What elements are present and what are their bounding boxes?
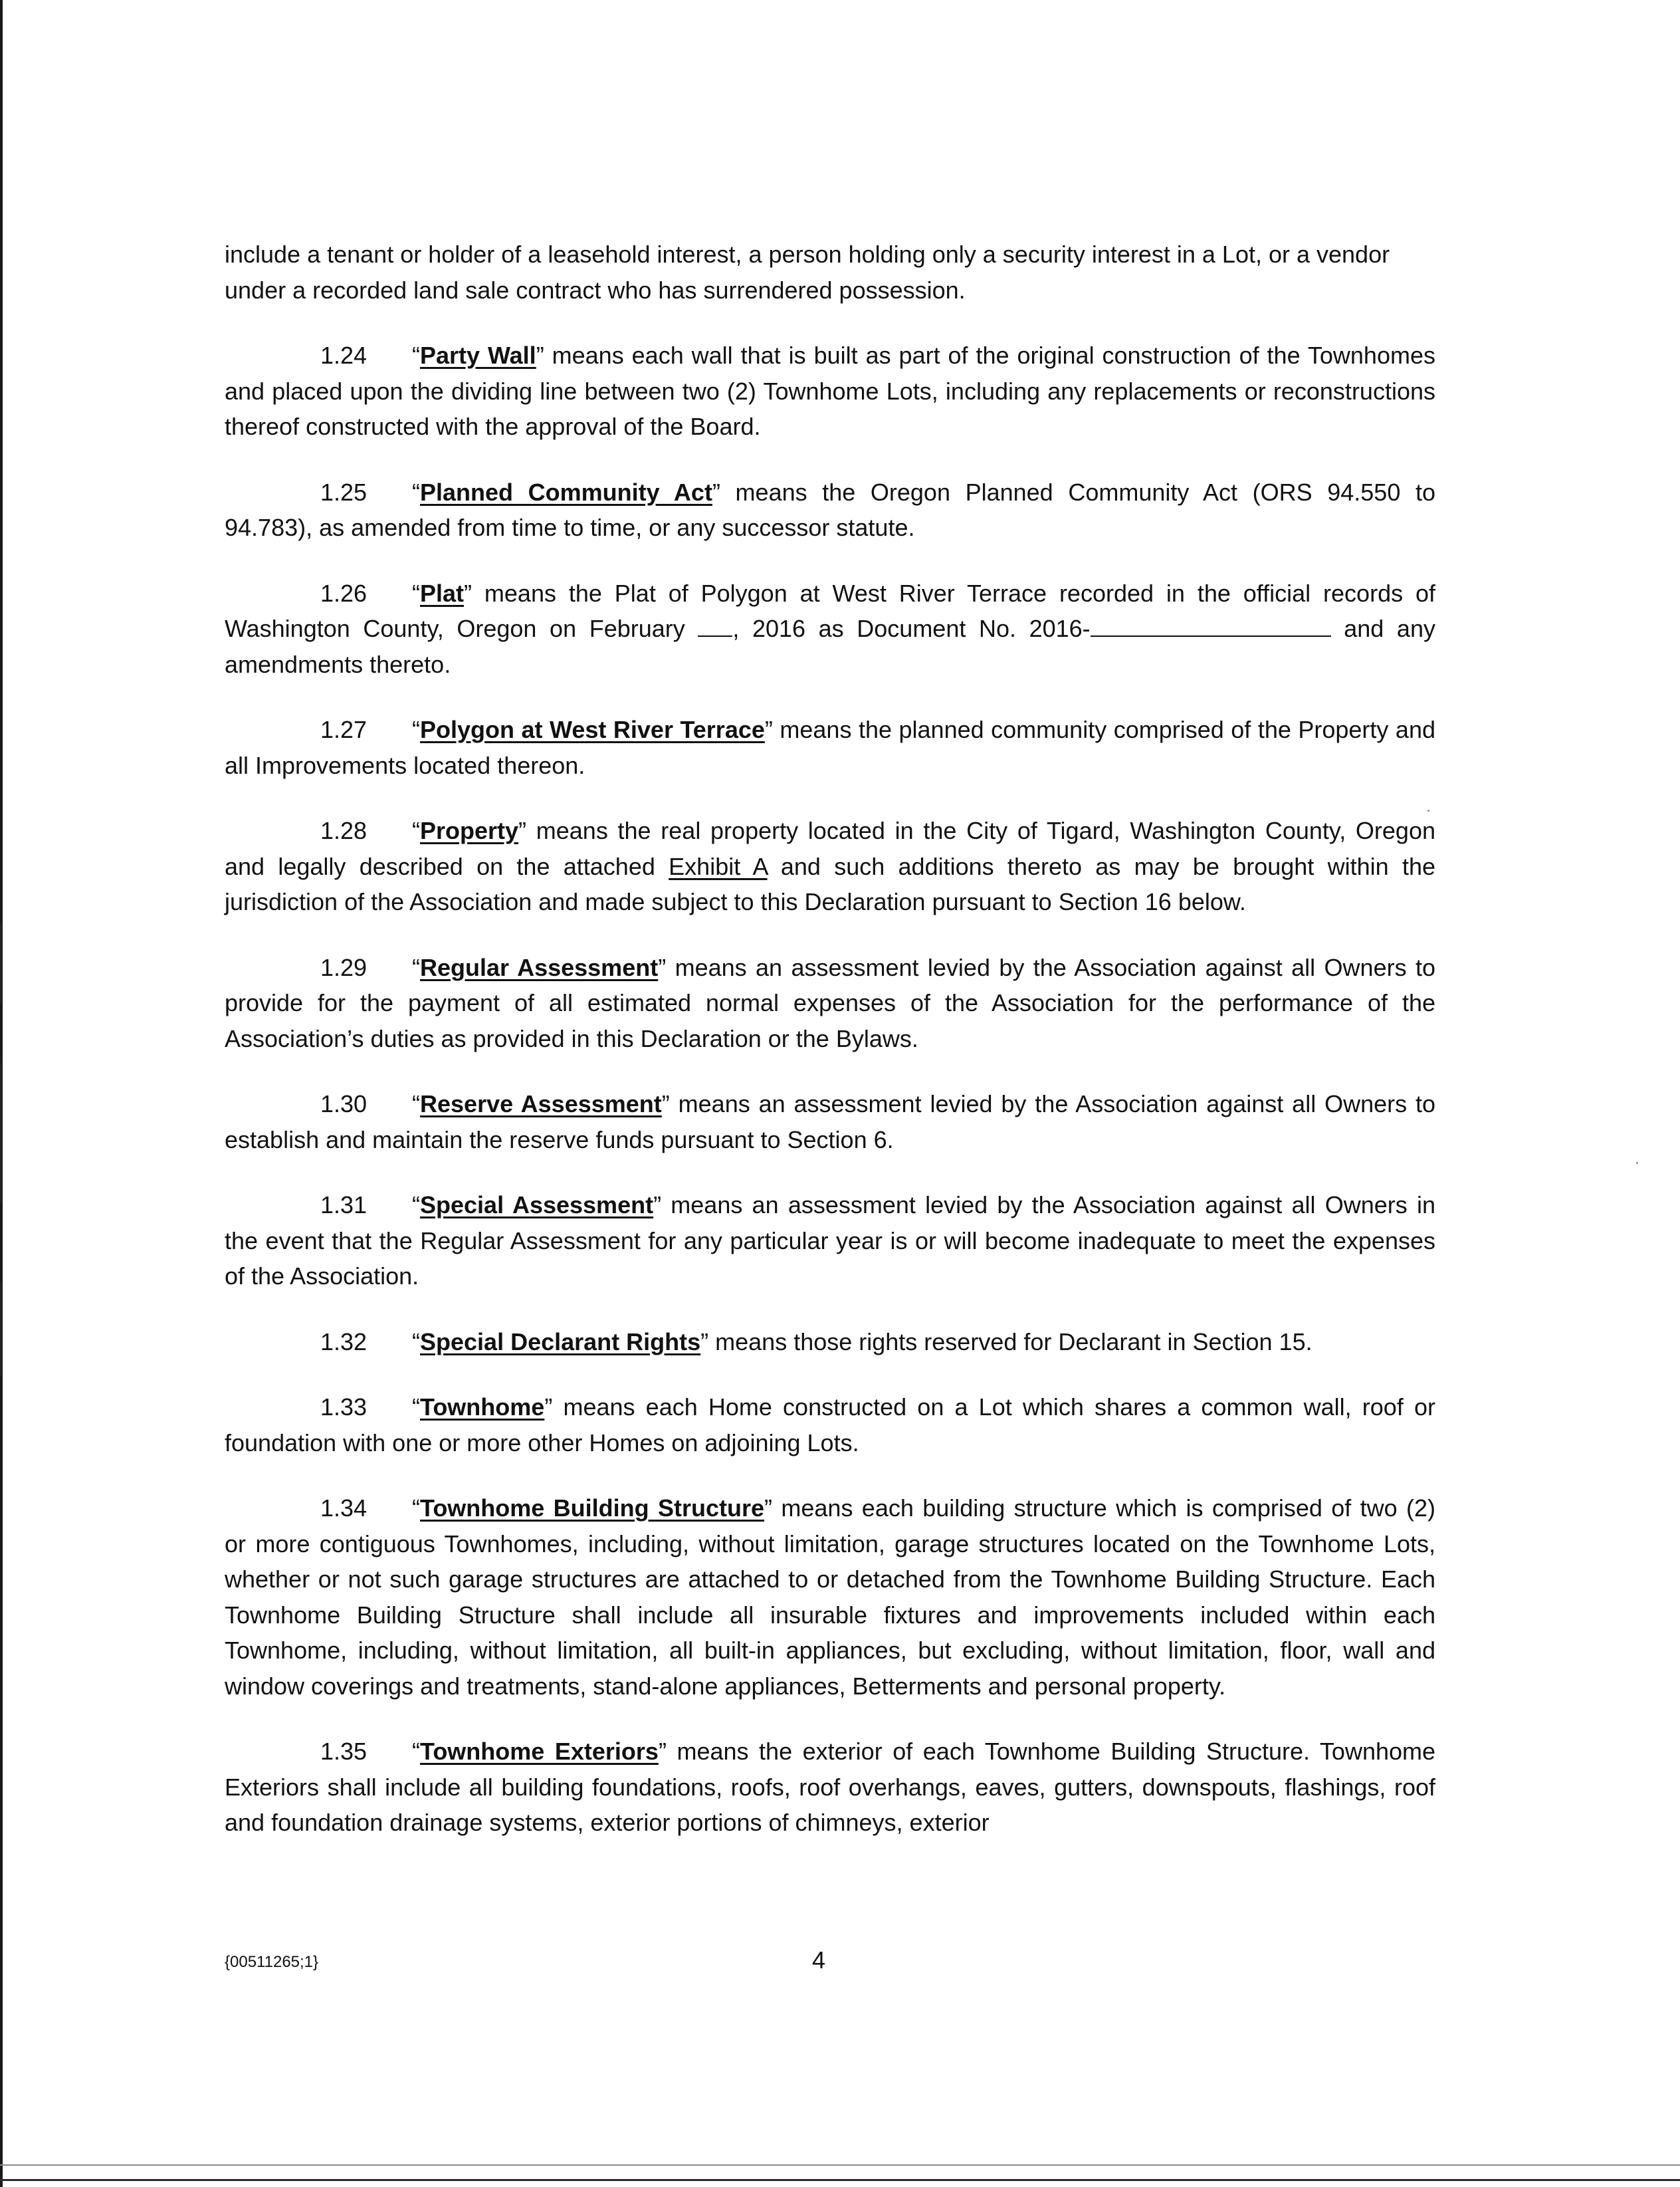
definition-townhome xyxy=(225,1389,1435,1460)
section-number: 1.27 xyxy=(320,716,368,743)
definition-text: and any amendments thereto. xyxy=(225,615,1435,678)
open-quote: “ xyxy=(412,1494,420,1522)
close-quote: ” xyxy=(653,1191,662,1218)
exhibit-reference: Exhibit A xyxy=(669,852,768,880)
definition-text: means the Plat of Polygon at West River Terrace recorded in the official records of Washington County, Oregon on February xyxy=(225,579,1435,642)
scan-speck xyxy=(1636,1162,1638,1164)
defined-term: Party Wall xyxy=(420,342,536,369)
section-number: 1.30 xyxy=(320,1090,368,1117)
definition-polygon-at-west-river-terrace xyxy=(225,712,1435,783)
open-quote: “ xyxy=(412,342,420,369)
close-quote: ” xyxy=(658,953,667,981)
scan-edge-line xyxy=(0,2164,1680,2166)
definition-text: means the Oregon Planned Community Act (ORS 94.550 to 94.783), as amended from time to time, or any successor statute. xyxy=(225,478,1435,541)
close-quote: ” xyxy=(464,579,472,607)
document-number-blank-field xyxy=(1091,616,1331,637)
definition-planned-community-act xyxy=(225,475,1435,546)
continuation-text: include a tenant or holder of a leasehold interest, a person holding only a security interest in a Lot, or a vendor under a recorded land sale contract who has surrendered possession. xyxy=(225,241,1390,304)
section-number: 1.34 xyxy=(320,1494,368,1522)
defined-term: Special Declarant Rights xyxy=(420,1327,701,1355)
open-quote: “ xyxy=(412,579,420,607)
definition-text: means an assessment levied by the Association against all Owners in the event that the Regular Assessment for any particular year is or will become inadequate to meet the expenses of the Association. xyxy=(225,1191,1435,1290)
definition-text: , 2016 as Document No. 2016- xyxy=(732,615,1091,642)
section-number: 1.24 xyxy=(320,342,368,369)
open-quote: “ xyxy=(412,817,420,844)
section-number: 1.29 xyxy=(320,953,368,981)
definition-text: means an assessment levied by the Association against all Owners to establish and maintain the reserve funds pursuant to Section 6. xyxy=(225,1090,1435,1153)
close-quote: ” xyxy=(518,817,527,844)
definition-special-assessment xyxy=(225,1187,1435,1294)
scan-mark xyxy=(0,924,2,1004)
section-number: 1.32 xyxy=(320,1327,368,1355)
defined-term: Property xyxy=(420,817,519,844)
definition-text: means each wall that is built as part of the original construction of the Townhomes and placed upon the dividing line between two (2) Townhome Lots, including any replacements or reconstructions thereof constructed with the approval of the Board. xyxy=(225,342,1435,440)
definition-townhome-exteriors xyxy=(225,1734,1435,1841)
definition-plat xyxy=(225,576,1435,683)
definition-text: means an assessment levied by the Association against all Owners to provide for the payment of all estimated normal expenses of the Association for the performance of the Association’s duties as provided in this Declaration or the Bylaws. xyxy=(225,953,1435,1052)
section-number: 1.28 xyxy=(320,817,368,844)
scan-edge-bottom xyxy=(0,2179,1680,2181)
footer-document-id: {00511265;1} xyxy=(225,1953,319,1971)
definition-text: means each building structure which is comprised of two (2) or more contiguous Townhomes, including, without limitation, garage structures located on the Townhome Lots, whether or not such garage structures are attached to or detached from the Townhome Building Structure. Each Townhome Building Structure shall include all insurable fixtures and improvements included within each Townhome, including, without limitation, all built-in appliances, but excluding, without limitation, floor, wall and window coverings and treatments, stand-alone appliances, Betterments and personal property. xyxy=(225,1494,1435,1700)
continuation-paragraph xyxy=(225,237,1435,308)
section-number: 1.31 xyxy=(320,1191,368,1218)
definition-text: means the real property located in the City of Tigard, Washington County, Oregon and legally described on the attached xyxy=(225,817,1435,880)
open-quote: “ xyxy=(412,1191,420,1218)
definition-party-wall xyxy=(225,338,1435,445)
open-quote: “ xyxy=(412,716,420,743)
date-blank-field xyxy=(698,616,732,637)
defined-term: Townhome xyxy=(420,1393,545,1421)
section-number: 1.33 xyxy=(320,1393,368,1421)
scan-mark xyxy=(0,1283,2,1376)
definition-text: means each Home constructed on a Lot which shares a common wall, roof or foundation with one or more other Homes on adjoining Lots. xyxy=(225,1393,1435,1456)
definition-townhome-building-structure xyxy=(225,1490,1435,1704)
defined-term: Townhome Exteriors xyxy=(420,1738,659,1765)
close-quote: ” xyxy=(544,1393,553,1421)
section-number: 1.26 xyxy=(320,579,368,607)
open-quote: “ xyxy=(412,1393,420,1421)
open-quote: “ xyxy=(412,1090,420,1117)
definition-text: means the planned community comprised of the Property and all Improvements located thereon. xyxy=(225,716,1435,779)
defined-term: Reserve Assessment xyxy=(420,1090,662,1117)
definition-text: means those rights reserved for Declarant in Section 15. xyxy=(708,1327,1312,1355)
defined-term: Plat xyxy=(420,579,465,607)
defined-term: Townhome Building Structure xyxy=(420,1494,765,1522)
open-quote: “ xyxy=(412,953,420,981)
page-number: 4 xyxy=(812,1946,826,1974)
defined-term: Regular Assessment xyxy=(420,953,659,981)
definition-reserve-assessment xyxy=(225,1086,1435,1157)
defined-term: Polygon at West River Terrace xyxy=(420,716,765,743)
defined-term: Planned Community Act xyxy=(420,478,712,506)
open-quote: “ xyxy=(412,1327,420,1355)
definition-text: means the exterior of each Townhome Building Structure. Townhome Exteriors shall include all building foundations, roofs, roof overhangs, eaves, gutters, downspouts, flashings, roof and foundation drainage systems, exterior portions of chimneys, exterior xyxy=(225,1738,1436,1836)
close-quote: ” xyxy=(536,342,544,369)
open-quote: “ xyxy=(412,1738,420,1765)
scan-mark xyxy=(0,1064,2,1203)
definition-property xyxy=(225,813,1435,920)
definition-text: and such additions thereto as may be brought within the jurisdiction of the Association and made subject to this Declaration pursuant to Section 16 below. xyxy=(225,852,1435,915)
definition-special-declarant-rights xyxy=(225,1324,1435,1360)
close-quote: ” xyxy=(658,1738,667,1765)
definition-regular-assessment xyxy=(225,950,1435,1057)
close-quote: ” xyxy=(712,478,720,506)
close-quote: ” xyxy=(764,716,773,743)
close-quote: ” xyxy=(764,1494,773,1522)
section-number: 1.25 xyxy=(320,478,368,506)
document-body xyxy=(225,237,1435,1841)
open-quote: “ xyxy=(412,478,420,506)
close-quote: ” xyxy=(661,1090,670,1117)
close-quote: ” xyxy=(700,1327,709,1355)
defined-term: Special Assessment xyxy=(420,1191,654,1218)
section-number: 1.35 xyxy=(320,1738,368,1765)
